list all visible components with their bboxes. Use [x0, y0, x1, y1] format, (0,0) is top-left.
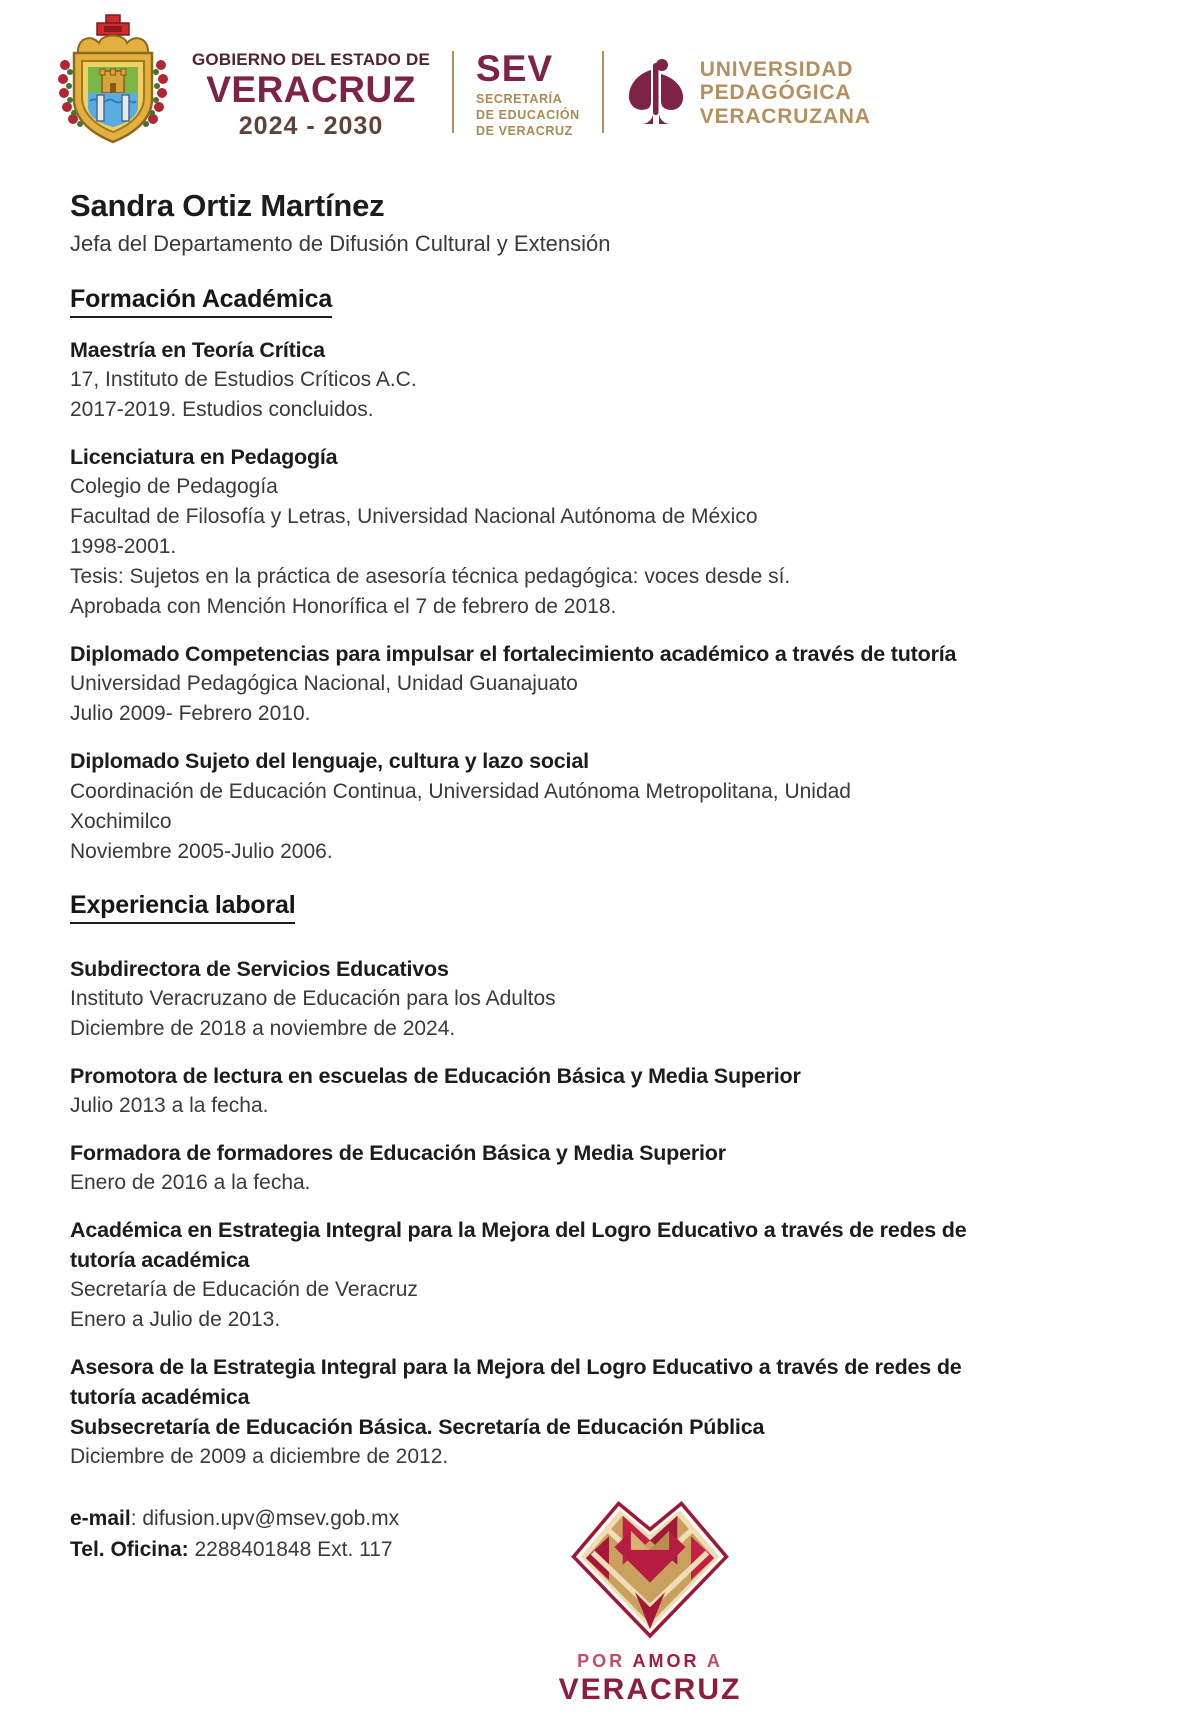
experience-entry: [70, 1215, 1124, 1335]
slogan-por: POR: [577, 1651, 626, 1672]
entry-line: Enero de 2016 a la fecha.: [70, 1170, 311, 1194]
entry-line: Instituto Veracruzano de Educación para los Adultos: [70, 986, 556, 1010]
entry-line: Secretaría de Educación de Veracruz: [70, 1278, 418, 1302]
experience-entry: [70, 1061, 1124, 1121]
gobierno-line1: GOBIERNO DEL ESTADO DE: [192, 50, 431, 70]
heart-mosaic-icon: [568, 1627, 732, 1644]
entry-line: Diciembre de 2018 a noviembre de 2024.: [70, 1016, 456, 1040]
entry-bold-line: Subsecretaría de Educación Básica. Secretaría de Educación Pública: [70, 1415, 765, 1440]
entry-line: Julio 2009- Febrero 2010.: [70, 702, 311, 726]
education-entry: [70, 335, 1124, 425]
education-entry: [70, 639, 1124, 729]
slogan-amor: AMOR: [632, 1651, 700, 1672]
entry-title: Subdirectora de Servicios Educativos: [70, 956, 449, 981]
entry-line: Facultad de Filosofía y Letras, Universidad Nacional Autónoma de México: [70, 505, 758, 529]
entry-line: Enero a Julio de 2013.: [70, 1308, 281, 1332]
entry-line: 2017-2019. Estudios concluidos.: [70, 398, 374, 422]
footer: [70, 1498, 1124, 1728]
entry-title: Licenciatura en Pedagogía: [70, 445, 338, 470]
entry-title: Diplomado Competencias para impulsar el fortalecimiento académico a través de tutoría: [70, 642, 957, 667]
tel-line: [70, 1535, 399, 1565]
entry-line: Universidad Pedagógica Nacional, Unidad Guanajuato: [70, 672, 578, 696]
upv-text: [700, 58, 871, 129]
education-entry: [70, 442, 1124, 622]
entry-title: Académica en Estrategia Integral para la Mejora del Logro Educativo a través de redes de tutoría académica: [70, 1217, 967, 1272]
person-name: Sandra Ortiz Martínez: [70, 188, 385, 223]
institutional-header: [56, 0, 1124, 148]
entry-title: Maestría en Teoría Crítica: [70, 338, 325, 362]
email-value: : difusion.upv@msev.gob.mx: [130, 1507, 400, 1531]
header-divider: [452, 51, 454, 133]
section-title-formacion: Formación Académica: [70, 285, 332, 318]
sev-sub1: SECRETARÍA: [476, 92, 563, 107]
entry-line: 1998-2001.: [70, 535, 177, 559]
gobierno-line3: 2024 - 2030: [238, 111, 384, 140]
sev-sub2: DE EDUCACIÓN: [476, 108, 580, 123]
entry-line: Aprobada con Mención Honorífica el 7 de febrero de 2018.: [70, 595, 617, 619]
entry-line: Noviembre 2005-Julio 2006.: [70, 839, 333, 863]
experience-entry: [70, 1352, 1124, 1472]
experience-entry: [70, 1138, 1124, 1198]
section-experiencia-laboral: [70, 867, 1124, 1473]
entry-line: Julio 2013 a la fecha.: [70, 1093, 269, 1117]
experience-entry: [70, 954, 1124, 1044]
sev-sub3: DE VERACRUZ: [476, 124, 573, 139]
entry-line: Tesis: Sujetos en la práctica de asesoría técnica pedagógica: voces desde sí.: [70, 565, 791, 589]
header-divider: [602, 51, 604, 133]
entry-line: 17, Instituto de Estudios Críticos A.C.: [70, 368, 417, 392]
section-title-experiencia: Experiencia laboral: [70, 891, 295, 924]
upv-wordmark: [626, 32, 871, 131]
entry-line: Coordinación de Educación Continua, Universidad Autónoma Metropolitana, Unidad Xochimilco: [70, 779, 851, 833]
tel-value: 2288401848 Ext. 117: [194, 1537, 393, 1561]
education-entry: [70, 746, 1124, 866]
entry-line: Colegio de Pedagogía: [70, 475, 278, 499]
email-label: e-mail: [70, 1507, 131, 1531]
entry-line: Diciembre de 2009 a diciembre de 2012.: [70, 1445, 449, 1469]
upv-logo-icon: [626, 56, 686, 131]
por-amor-a-veracruz-logo: [490, 1498, 810, 1707]
entry-title: Diplomado Sujeto del lenguaje, cultura y lazo social: [70, 749, 589, 774]
contact-block: [70, 1504, 399, 1565]
tel-label: Tel. Oficina:: [70, 1537, 189, 1561]
slogan-veracruz: VERACRUZ: [558, 1673, 742, 1707]
entry-title: Asesora de la Estrategia Integral para la Mejora del Logro Educativo a través de redes de tutoría académica: [70, 1355, 962, 1410]
gobierno-veracruz-wordmark: [192, 23, 430, 139]
sev-acronym: SEV: [476, 47, 554, 89]
slogan-a: A: [706, 1651, 723, 1672]
entry-title: Promotora de lectura en escuelas de Educación Básica y Media Superior: [70, 1063, 801, 1088]
email-line: [70, 1504, 399, 1534]
section-formacion-academica: [70, 257, 1124, 867]
person-role: Jefa del Departamento de Difusión Cultural y Extensión: [70, 231, 611, 256]
upv-line1: UNIVERSIDAD: [699, 57, 854, 81]
slogan-line1: [490, 1651, 810, 1672]
upv-line2: PEDAGÓGICA: [699, 81, 852, 105]
sev-wordmark: [476, 23, 580, 139]
entry-title: Formadora de formadores de Educación Básica y Media Superior: [70, 1140, 726, 1165]
gobierno-line2: VERACRUZ: [206, 68, 416, 110]
veracruz-coat-of-arms-icon: [56, 13, 170, 150]
upv-line3: VERACRUZANA: [699, 104, 871, 128]
